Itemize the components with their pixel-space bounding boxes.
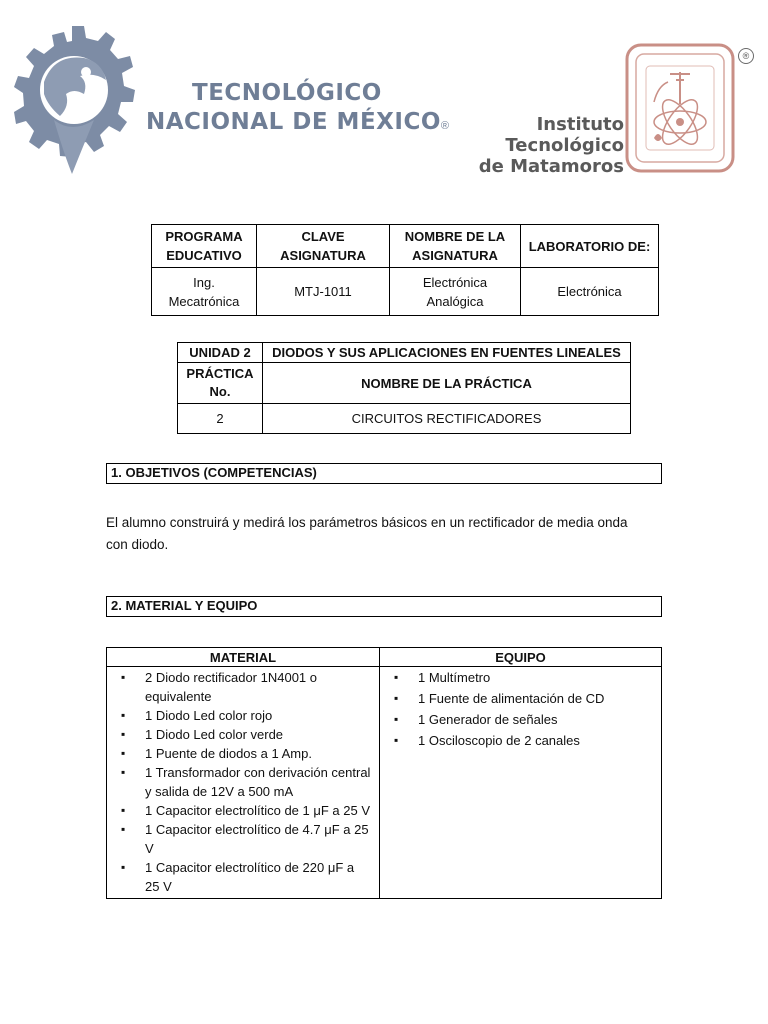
- itm-name-line1: Instituto: [536, 114, 624, 135]
- header-nombre-asignatura: NOMBRE DE LA ASIGNATURA: [390, 225, 521, 268]
- list-item: ▪ 1 Diodo Led color verde: [145, 725, 371, 744]
- itm-registered-mark: ®: [738, 48, 754, 64]
- objetivos-text: [106, 512, 666, 556]
- list-item: ▪ 1 Puente de diodos a 1 Amp.: [145, 744, 371, 763]
- objetivos-text-line2: con diodo.: [106, 537, 169, 552]
- itm-name-line2: Tecnológico: [505, 135, 624, 156]
- laboratorio-value: Electrónica: [521, 268, 659, 316]
- objetivos-text-line1: El alumno construirá y medirá los parámetros básicos en un rectificador de media onda: [106, 515, 628, 530]
- tecnm-gear-eagle-icon: [14, 24, 136, 189]
- practice-info-table: [177, 342, 631, 434]
- practice-name-value: CIRCUITOS RECTIFICADORES: [263, 404, 631, 434]
- list-item: ▪ 1 Multímetro: [418, 668, 653, 687]
- material-header: MATERIAL: [107, 648, 380, 667]
- material-list: [107, 668, 371, 896]
- practice-number-label: PRÁCTICA No.: [178, 363, 263, 404]
- header-laboratorio: LABORATORIO DE:: [521, 225, 659, 268]
- list-item: ▪ 1 Fuente de alimentación de CD: [418, 689, 653, 708]
- itm-logo: [470, 40, 760, 180]
- tecnm-logo: [14, 24, 449, 189]
- unit-title: DIODOS Y SUS APLICACIONES EN FUENTES LINEALES: [263, 343, 631, 363]
- itm-seal-icon: [624, 42, 736, 174]
- nombre-asignatura-value: Electrónica Analógica: [390, 268, 521, 316]
- practice-name-label: NOMBRE DE LA PRÁCTICA: [263, 363, 631, 404]
- practice-number-value: 2: [178, 404, 263, 434]
- list-item: ▪ 1 Capacitor electrolítico de 1 μF a 25 V: [145, 801, 371, 820]
- list-item: ▪ 1 Capacitor electrolítico de 220 μF a 25 V: [145, 858, 371, 896]
- list-item: ▪ 1 Transformador con derivación central y salida de 12V a 500 mA: [145, 763, 371, 801]
- list-item: ▪ 1 Diodo Led color rojo: [145, 706, 371, 725]
- list-item: ▪ 1 Capacitor electrolítico de 4.7 μF a 25 V: [145, 820, 371, 858]
- equipo-cell: [380, 667, 662, 899]
- equipo-list: [380, 668, 653, 750]
- tecnm-registered-mark: ®: [440, 120, 449, 132]
- tecnm-name-line1: TECNOLÓGICO: [192, 80, 382, 106]
- header-clave-asignatura: CLAVE ASIGNATURA: [257, 225, 390, 268]
- clave-asignatura-value: MTJ-1011: [257, 268, 390, 316]
- tecnm-name-line2: NACIONAL DE MÉXICO: [146, 109, 441, 135]
- unit-label: UNIDAD 2: [178, 343, 263, 363]
- itm-name-line3: de Matamoros: [478, 156, 624, 177]
- section-objetivos-title: 1. OBJETIVOS (COMPETENCIAS): [106, 463, 662, 484]
- list-item: ▪ 1 Generador de señales: [418, 710, 653, 729]
- course-info-table: [151, 224, 659, 316]
- equipo-header: EQUIPO: [380, 648, 662, 667]
- list-item: ▪ 1 Osciloscopio de 2 canales: [418, 731, 653, 750]
- material-cell: [107, 667, 380, 899]
- list-item: ▪ 2 Diodo rectificador 1N4001 o equivalente: [145, 668, 371, 706]
- header-programa-educativo: PROGRAMA EDUCATIVO: [152, 225, 257, 268]
- section-material-title: 2. MATERIAL Y EQUIPO: [106, 596, 662, 617]
- programa-educativo-value: Ing. Mecatrónica: [152, 268, 257, 316]
- material-equipo-table: [106, 647, 662, 899]
